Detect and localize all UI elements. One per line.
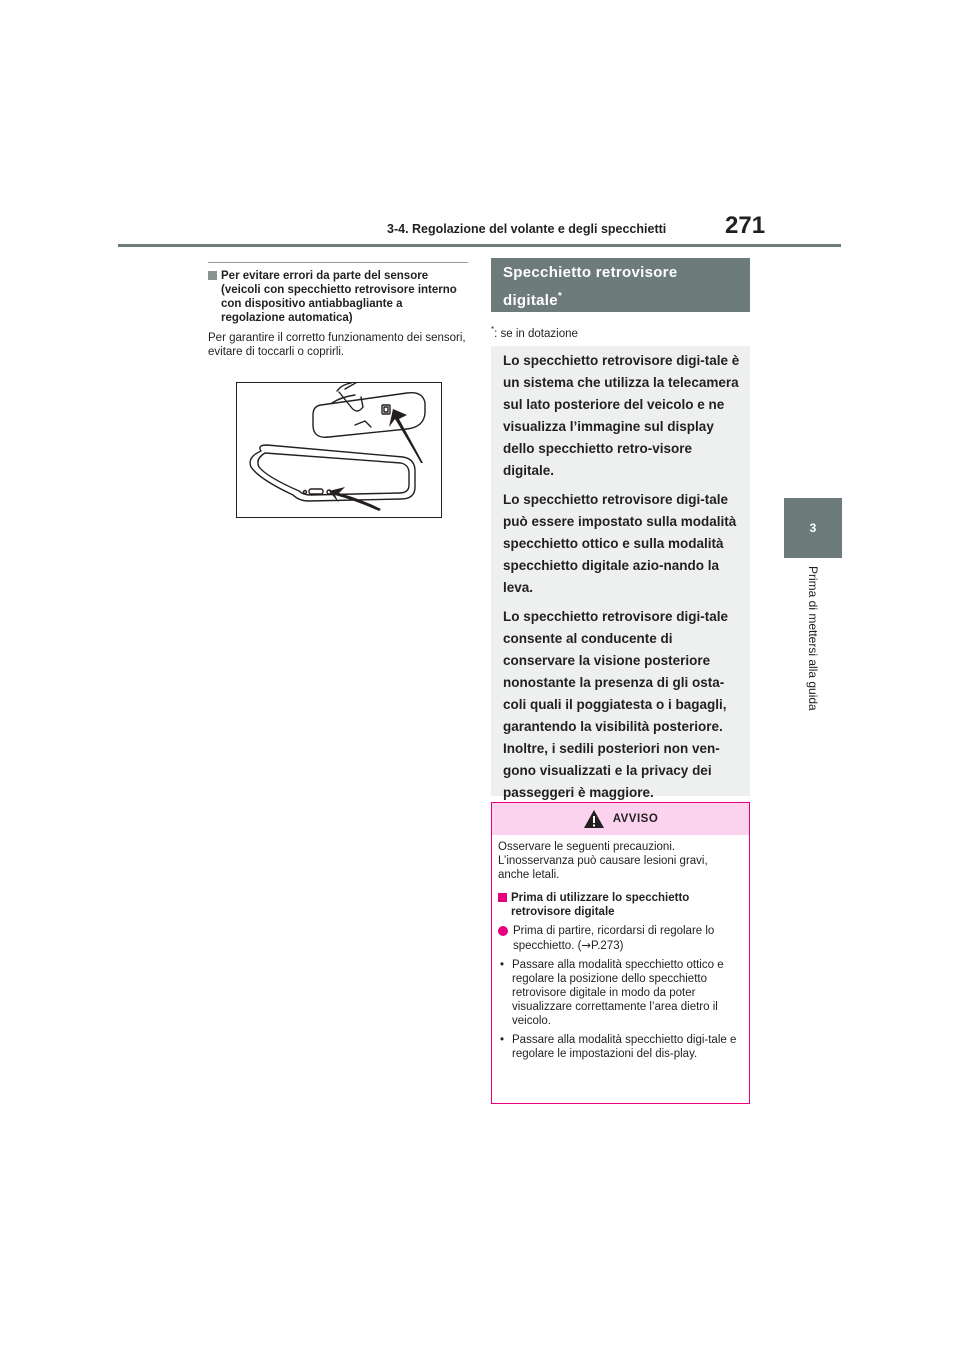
sensor-subheading (208, 269, 468, 325)
section-heading (491, 258, 750, 312)
warning-subheading-text: Prima di utilizzare lo specchietto retrovisore digitale (511, 892, 690, 918)
summary-paragraph: Lo specchietto retrovisore digi-tale consente al conducente di conservare la visione posteriore nonostante la presenza di gli osta-coli quali il poggiatesta o i bagagli, garantendo la visibilità posteriore. Inoltre, i sedili posteriori non ven-gono visualizzati e la privacy dei passeggeri è maggiore. (503, 609, 729, 800)
footnote (491, 325, 578, 340)
chapter-number: 3 (809, 521, 817, 535)
sensor-body-text: Per garantire il corretto funzionamento dei sensori, evitare di toccarli o coprirli. (208, 332, 466, 358)
warning-dot-item (498, 958, 741, 1028)
warning-body (492, 835, 749, 1061)
rearview-mirror-icon (237, 383, 441, 517)
chapter-tab (784, 498, 842, 558)
section-title: 3-4. Regolazione del volante e degli specchietti (387, 222, 667, 236)
mirror-sensor-illustration (236, 382, 442, 518)
sensor-subheading-text: Per evitare errori da parte del sensore (veicoli con specchietto retrovisore interno con dispositivo antiabbagliante a regolazione automatica) (221, 270, 457, 324)
summary-paragraph: Lo specchietto retrovisore digi-tale è un sistema che utilizza la telecamera sul lato posteriore del veicolo e ne visualizza l’immagine sul display dello specchietto retro-visore digitale. (503, 353, 740, 478)
circle-item-content (513, 924, 741, 953)
warning-subheading (498, 891, 741, 919)
warning-title: AVVISO (612, 813, 659, 825)
summary-box (491, 346, 750, 800)
circle-item-text: Prima di partire, ricordarsi di regolare lo specchietto. ( (513, 925, 715, 952)
square-bullet-icon (208, 271, 217, 280)
footnote-asterisk: * (491, 325, 495, 334)
chapter-title: Prima di mettersi alla guida (806, 566, 820, 711)
page-reference-link[interactable]: P.273) (591, 940, 624, 952)
circle-bullet-icon (498, 926, 508, 936)
dot-item-text: Passare alla modalità specchietto ottico e regolare la posizione dello specchietto retrovisore digitale in modo da poter visualizzare correttamente l’area dietro il veicolo. (512, 959, 724, 1027)
left-column (208, 262, 468, 359)
section-heading-text: Specchietto retrovisore digitale (503, 264, 678, 309)
heading-asterisk: * (557, 291, 563, 302)
reference-arrow: → (581, 938, 592, 952)
summary-paragraph: Lo specchietto retrovisore digi-tale può essere impostato sulla modalità specchietto ottico e sulla modalità specchietto digitale azio-nando la leva. (503, 492, 737, 595)
divider (208, 262, 468, 263)
warning-circle-item (498, 924, 741, 953)
header-rule (118, 244, 841, 247)
page-number: 271 (725, 212, 766, 239)
warning-box (491, 802, 750, 1104)
square-bullet-icon (498, 893, 507, 902)
warning-header (492, 803, 749, 835)
warning-dot-item (498, 1033, 741, 1061)
footnote-text: : se in dotazione (494, 327, 578, 340)
warning-triangle-icon (583, 809, 605, 829)
warning-intro: Osservare le seguenti precauzioni. L’inosservanza può causare lesioni gravi, anche letali. (498, 841, 708, 881)
dot-item-text: Passare alla modalità specchietto digi-tale e regolare le impostazioni del dis-play. (512, 1034, 737, 1060)
dot-bullet-icon: • (500, 1034, 505, 1046)
dot-bullet-icon: • (500, 959, 505, 971)
